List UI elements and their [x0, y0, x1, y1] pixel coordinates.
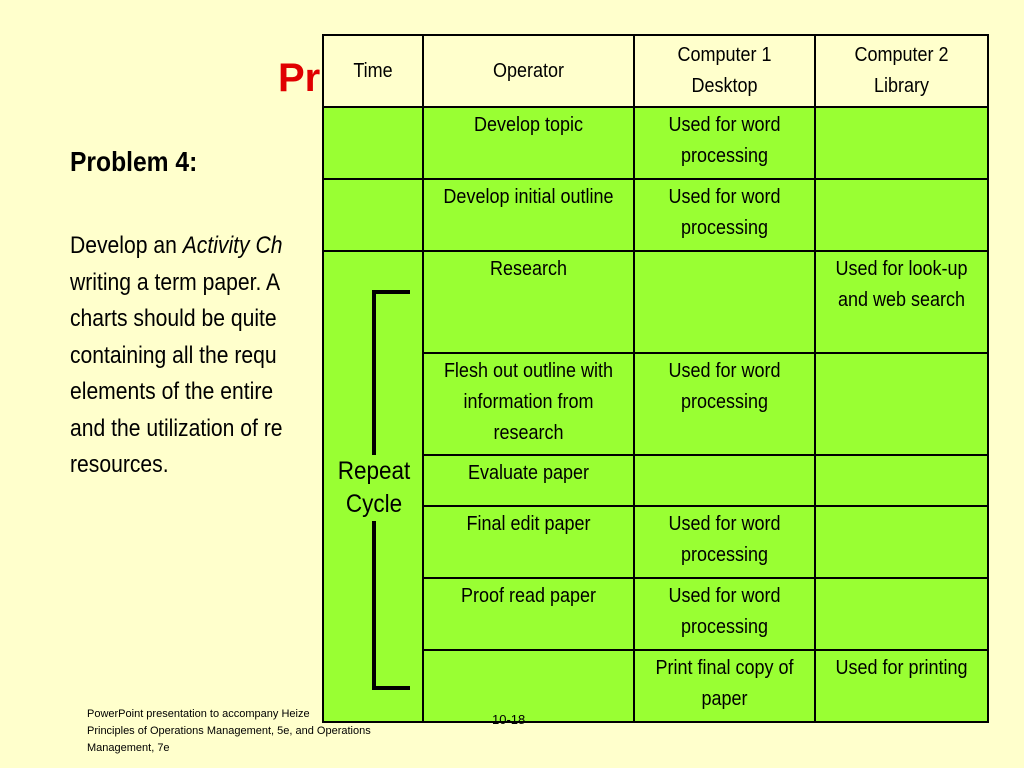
- problem-heading: Problem 4:: [70, 146, 198, 177]
- computer1-cell: [634, 455, 815, 506]
- header-computer2: Computer 2 Library: [815, 35, 988, 107]
- table-row: [323, 251, 988, 353]
- operator-cell: Evaluate paper: [423, 455, 634, 506]
- time-cell: [323, 107, 423, 179]
- computer2-cell: [815, 179, 988, 251]
- operator-cell: Final edit paper: [423, 506, 634, 578]
- computer2-cell: [815, 506, 988, 578]
- body-line: containing all the requ: [70, 341, 277, 369]
- computer2-cell: [815, 578, 988, 650]
- computer2-cell: [815, 107, 988, 179]
- operator-cell: Proof read paper: [423, 578, 634, 650]
- computer1-cell: Used for word processing: [634, 107, 815, 179]
- repeat-cycle-label: Repeat Cycle: [333, 455, 416, 521]
- computer1-cell: Used for word processing: [634, 506, 815, 578]
- body-line: resources.: [70, 451, 169, 478]
- table-row: [323, 107, 988, 179]
- header-computer1: Computer 1 Desktop: [634, 35, 815, 107]
- body-line: charts should be quite: [70, 305, 277, 332]
- computer1-cell: [634, 251, 815, 353]
- slide-title: Pr: [278, 56, 321, 100]
- operator-cell: Develop initial outline: [423, 179, 634, 251]
- activity-chart-table: [322, 34, 989, 723]
- footer-citation: PowerPoint presentation to accompany Heize Principles of Operations Management, 5e, and Operations Management, 7e: [87, 708, 371, 754]
- operator-cell: Print final copy of paper: [634, 650, 815, 722]
- time-cell: [323, 179, 423, 251]
- header-time: Time: [323, 35, 423, 107]
- computer1-cell: Used for word processing: [634, 353, 815, 455]
- time-cell: [423, 650, 634, 722]
- computer2-cell: [815, 353, 988, 455]
- activity-chart-term: Activity Ch: [182, 232, 283, 259]
- computer2-cell: Used for look-up and web search: [815, 251, 988, 353]
- body-line: Develop an Activity Ch: [70, 232, 283, 259]
- computer1-cell: Used for word processing: [634, 578, 815, 650]
- body-line: writing a term paper. A: [70, 268, 281, 296]
- computer2-cell: [815, 455, 988, 506]
- operator-cell: Develop topic: [423, 107, 634, 179]
- table-row: [323, 179, 988, 251]
- computer1-cell: Used for printing: [815, 650, 988, 722]
- operator-cell: Flesh out outline with information from research: [423, 353, 634, 455]
- header-operator: Operator: [423, 35, 634, 107]
- operator-cell: Research: [423, 251, 634, 353]
- computer1-cell: Used for word processing: [634, 179, 815, 251]
- page-number: 10-18: [492, 712, 526, 727]
- body-line: and the utilization of re: [70, 414, 283, 442]
- body-line: elements of the entire: [70, 378, 274, 405]
